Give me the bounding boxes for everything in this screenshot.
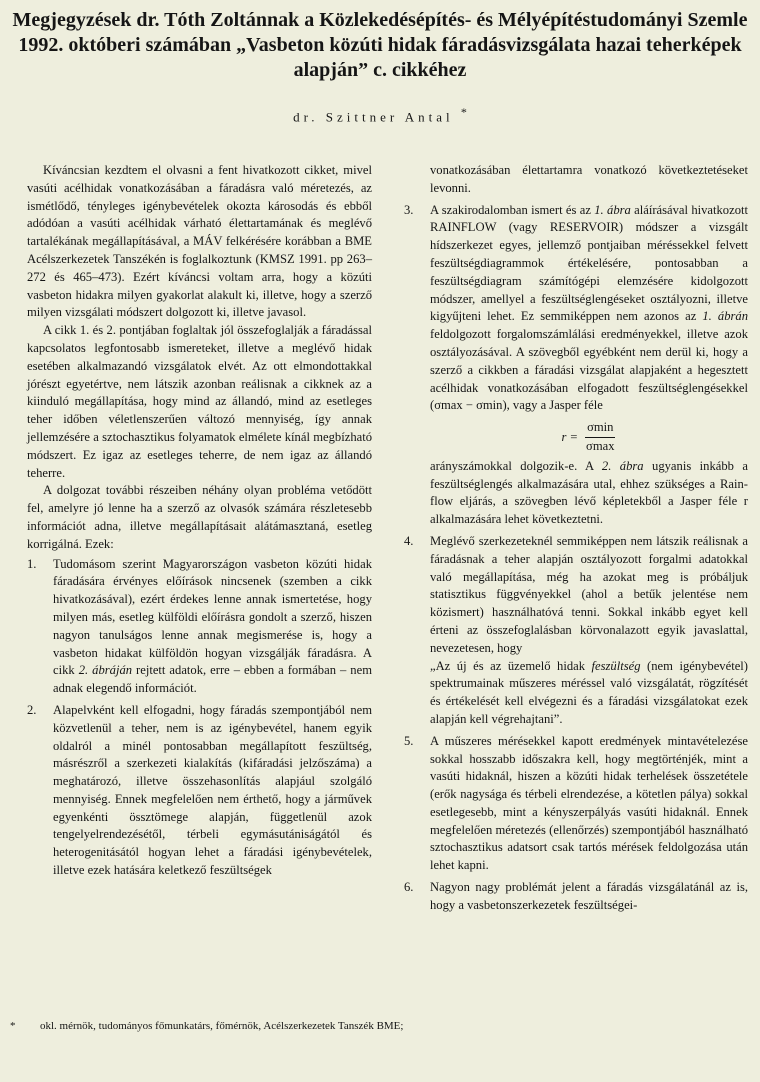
list-number: 6. [404, 880, 414, 895]
formula-lhs: r = [561, 429, 579, 444]
formula-numerator: σmin [585, 419, 615, 438]
formula-denominator: σmax [586, 438, 615, 453]
left-column [27, 162, 372, 884]
list-text: Nagyon nagy problémát jelent a fáradás vizsgálatánál az is, hogy a vasbetonszerkezetek feszültségei- [430, 880, 748, 912]
right-column [404, 162, 748, 919]
list-text [430, 533, 748, 729]
paragraph-2: A cikk 1. és 2. pontjában foglaltak jól összefoglalják a fáradással kapcsolatos legfontosabb ismereteket, illetve a meglévő hidak esetében alkalmazandó vizsgálatok elvét. Az ott elmondottakkal jórészt egyetértve, nem látszik azonban reálisnak a cikknek az a kiinduló megállapítása, hogy mind az állandó, mind az esetleges teher időben véletlenszerűen változó mennyiség, így annak jellemzésére a sztochasztikus folyamatok elmélete kínál megbízható módszert. Ez igaz az esetleges teherre, de nem igaz az állandó teherre. [27, 323, 372, 480]
list-text: A műszeres mérésekkel kapott eredmények mintavételezése sokkal hosszabb időszakra kell, hogy megtörténjék, mint a vasúti hidaknál, hiszen a közúti hidak terhelések összetétele (erők nagysága és térbeli elrendezése, a kötetlen pálya) sokkal esetlegesebb, mint a kényszerpályás vasúti hidaknál. Ennek megfelelően méretezés (ellenőrzés) szempontjából használható sztochasztikus adatsort csak tartós mérések feldolgozása után lehet kapni. [430, 733, 748, 873]
author-line [0, 105, 760, 125]
quotation [430, 658, 748, 729]
list-text [430, 202, 748, 529]
list-text-part: aláírásával hivatkozott RAINFLOW (vagy RESERVOIR) módszer a vizsgált hídszerkezet egyes, jellemző pontjaiban méréssekkel felvett feszültségdiagrammok értékelésére, pontosabban a feszültségdiagram számítógépi elemzésére kidolgozott módszer, amellyel a feszültséglengéseket osztályozni, illetve kigyűjteni lehet. Ez semmiképpen nem azonos az [430, 202, 748, 324]
list-item-6 [404, 879, 748, 915]
list-number: 3. [404, 202, 414, 217]
list-text-part: ugyanis inkább a feszültséglengés alkalmazására utal, ehhez szükséges a Rain-flow eljárás, a szövegben lévő képletekből a Jasper féle r alkalmazására lehet következtetni. [430, 458, 748, 527]
list-number: 5. [404, 733, 414, 748]
list-text-part: Tudomásom szerint Magyarországon vasbeton közúti hidak fáradására érvényes előírások nincsenek (szemben a cikk hivatkozásával), ezért érdekes lenne annak ismertetése, hogy milyen más, esetleg külföldi előírásra gondolt a szerző, hiszen nagyon tanulságos lenne annak megismerése is, hogy a vasbeton hidakat külföldön hogyan vizsgálják fáradásra. A cikk [53, 556, 372, 678]
quote-part: „Az új és az üzemelő hidak [430, 658, 592, 673]
footnote-text: okl. mérnök, tudományos főmunkatárs, főmérnök, Acélszerkezetek Tanszék BME; [40, 1020, 404, 1032]
list-text-part: arányszámokkal dolgozik-e. A [430, 458, 602, 473]
list-item-2-continued [404, 162, 748, 198]
list-text-part: Meglévő szerkezeteknél semmiképpen nem látszik reálisnak a fáradásnak a teher alapján osztályozott forgalmi adatokkal való megállapítása, még ha azokat meg is próbáljuk statisztikus függvényekkel (ahol a betűk jelentése nem közismert) használhatóvá tenni. Sokkal inkább egyet kell érteni az összefoglalásban körvonalazott egyik javaslattal, nevezetesen, hogy [430, 533, 748, 655]
article-title: Megjegyzések dr. Tóth Zoltánnak a Közlekedésépítés- és Mélyépítéstudományi Szemle 1992. októberi számában „Vasbeton közúti hidak fáradásvizsgálata hazai teherképek alapján” c. cikkéhez [12, 9, 748, 81]
list-number: 4. [404, 533, 414, 548]
list-text-part: rejtett adatok, erre – ebben a formában – nem adnak elegendő információt. [53, 663, 372, 696]
formula-fraction [584, 419, 616, 456]
quote-part: (nem igénybevétel) spektrumainak műszeres méréssel való vizsgálatát, rögzítését és értékelését kell elvégezni és a fáradási vizsgálatokat ezek alapján kell végrehajtani”. [430, 658, 748, 726]
list-number: 1. [27, 556, 37, 571]
figure-reference: 1. ábrán [702, 309, 748, 324]
list-item-1 [27, 556, 372, 698]
list-item-5 [404, 733, 748, 875]
paragraph-3: A dolgozat további részeiben néhány olyan probléma vetődött fel, amelyre jó lenne ha a szerző az olvasók számára részletesebb információt adna, illetve megállapításait alátámasztaná, esetleg korrigálná. Ezek: [27, 483, 372, 551]
figure-reference: 2. ábráján [78, 663, 133, 678]
list-text-part: A szakirodalomban ismert és az [430, 202, 595, 217]
jasper-formula [430, 419, 748, 456]
list-text: Alapelvként kell elfogadni, hogy fáradás szempontjából nem közvetlenül a teher, nem is az igénybevétel, hanem egyik oldalról a minél pontosabban megállapított feszültség, másrészről a szerkezeti kialakítás (kifáradási jelzőszáma) a meghatározó, illetve összehasonlítás alapjául szolgáló mennyiség. Ennek megfelelően nem érthető, hogy a járművek egyenkénti össztömege alapján, függetlenül azok tengelyelrendezésétől, térbeli egymásutániságától és heterogenitásától hogyan lehet a fáradási igénybevételek, illetve ezek hatására keletkező feszültségek [53, 702, 372, 878]
footnote-mark: * [10, 1020, 16, 1032]
list-item-2 [27, 702, 372, 880]
paragraph-intro: Kíváncsian kezdtem el olvasni a fent hivatkozott cikket, mivel vasúti acélhidak vonatkozásában a fáradásra való méretezés, az ismétlődő, tényleges igénybevételek okozta károsodás és ebből adódóan a vasúti acélhidak várható élettartamának és meglévő tartalékának megállapításával, a MÁV felkérésére korábban a BME Acélszerkezetek Tanszékén is foglalkoztunk (KMSZ 1991. pp 263–272 és 465–473). Ezért kíváncsi voltam arra, hogy a közúti vasbeton hidakra milyen gyakorlat alakult ki, illetve, hogy a szerző milyen vizsgálati módszert dolgozott ki, illetve javasol. [27, 163, 372, 320]
list-number: 2. [27, 702, 37, 717]
list-item-3 [404, 202, 748, 529]
list-text [53, 556, 372, 698]
author-footnote-mark: * [460, 105, 467, 119]
list-item-4 [404, 533, 748, 729]
author-name: dr. Szittner Antal [293, 109, 454, 125]
quote-emphasis: feszültség [591, 658, 641, 673]
figure-reference: 2. ábra [601, 458, 644, 473]
list-number-spacer [404, 162, 430, 198]
figure-reference: 1. ábra [594, 202, 631, 217]
footnote [10, 1019, 750, 1033]
list-text-part: feldolgozott forgalomszámlálási eredményekkel, illetve azok osztályozásával. A szövegből egyébként nem derül ki, hogy a szerző a cikkben a fáradási vizsgálat alapjaként a hegesztett acélhidak vonatkozásában elfogadott feszültséglengésekkel (σmax − σmin), vagy a Jasper féle [430, 327, 748, 413]
list-text: vonatkozásában élettartamra vonatkozó következtetéseket levonni. [430, 163, 748, 195]
